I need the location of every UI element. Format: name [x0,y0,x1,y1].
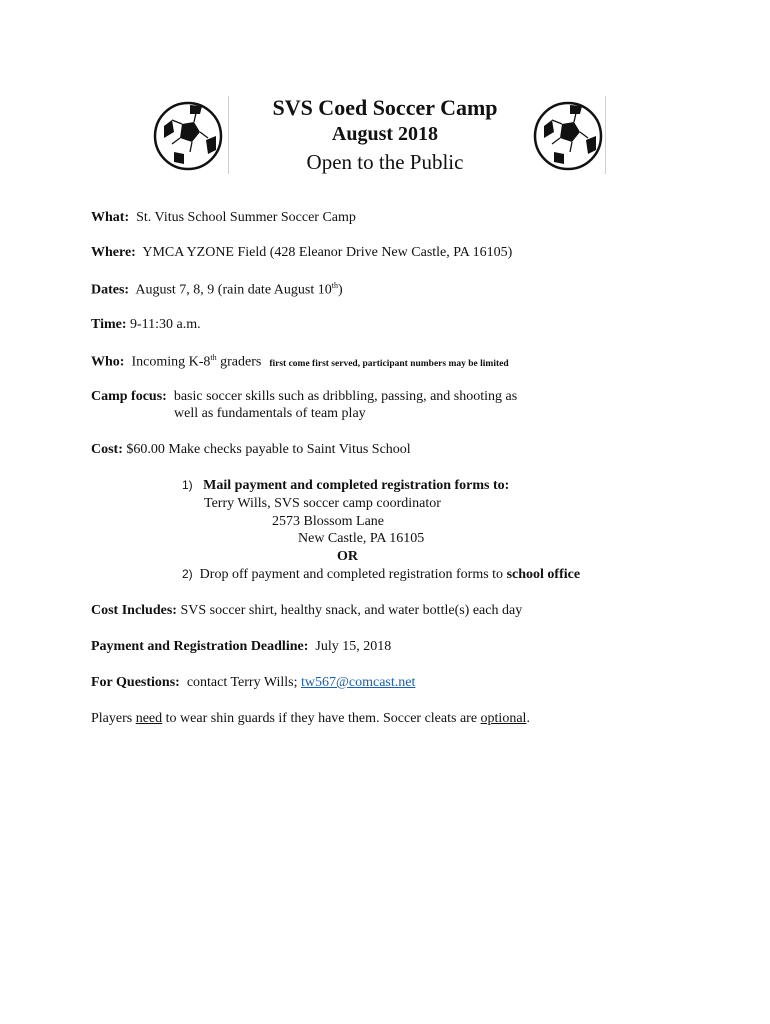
email-link[interactable]: tw567@comcast.net [301,675,416,690]
time-label: Time: [91,317,127,332]
dates-line [91,281,343,299]
camp-focus-line [91,389,517,405]
where-label: Where: [91,245,136,260]
or-divider: OR [337,549,358,564]
time-line [91,317,201,333]
camp-focus-value: basic soccer skills such as dribbling, passing, and shooting as [173,389,518,404]
optional-word: optional [480,711,527,726]
who-line [91,353,509,371]
mail-heading: Mail payment and completed registration forms to: [203,478,510,493]
questions-line [91,675,415,691]
school-office: school office [506,567,581,582]
players-text-end: . [526,711,530,726]
players-text: Players [91,711,136,726]
camp-focus-label: Camp focus: [91,389,167,404]
camp-date: August 2018 [331,123,439,145]
cost-includes-value: SVS soccer shirt, healthy snack, and water bottle(s) each day [180,603,523,618]
what-line [91,210,356,226]
where-value: YMCA YZONE Field (428 Eleanor Drive New Castle, PA 16105) [142,245,513,260]
who-note: first come first served, participant numbers may be limited [269,358,509,369]
page-subtitle: Open to the Public [306,150,464,174]
dates-label: Dates: [91,282,130,298]
address-line3: New Castle, PA 16105 [298,531,425,546]
players-text-mid: to wear shin guards if they have them. Soccer cleats are [162,711,481,726]
dropoff-option [182,567,580,583]
option-number: 2) [182,567,193,581]
where-line [91,245,512,261]
who-value-end: graders [216,354,262,370]
address-line1: Terry Wills, SVS soccer camp coordinator [204,496,441,511]
need-word: need [135,711,163,726]
dates-superscript: th [331,281,338,290]
time-value: 9-11:30 a.m. [130,317,201,332]
cost-includes-label: Cost Includes: [91,603,177,618]
dates-value: August 7, 8, 9 (rain date August 10 [135,282,332,298]
mail-option [182,478,509,494]
deadline-line [91,639,391,655]
cost-value: $60.00 Make checks payable to Saint Vitus School [126,442,411,457]
cost-label: Cost: [91,442,123,457]
cost-line [91,442,411,458]
page-header [0,94,770,176]
option-number: 1) [182,478,193,492]
deadline-value: July 15, 2018 [315,639,392,654]
who-label: Who: [91,354,125,370]
camp-focus-line2: well as fundamentals of team play [174,406,366,421]
questions-label: For Questions: [91,675,180,690]
what-label: What: [91,210,130,225]
questions-value: contact Terry Wills; [186,675,301,690]
players-line [91,711,530,727]
dropoff-text: Drop off payment and completed registration forms to [199,567,507,582]
who-value: Incoming K-8 [131,354,211,370]
dates-close: ) [337,282,343,298]
page-title: SVS Coed Soccer Camp [272,95,498,120]
who-superscript: th [210,353,217,362]
address-line2: 2573 Blossom Lane [272,514,384,529]
deadline-label: Payment and Registration Deadline: [91,639,309,654]
what-value: St. Vitus School Summer Soccer Camp [136,210,356,225]
cost-includes-line [91,603,522,619]
